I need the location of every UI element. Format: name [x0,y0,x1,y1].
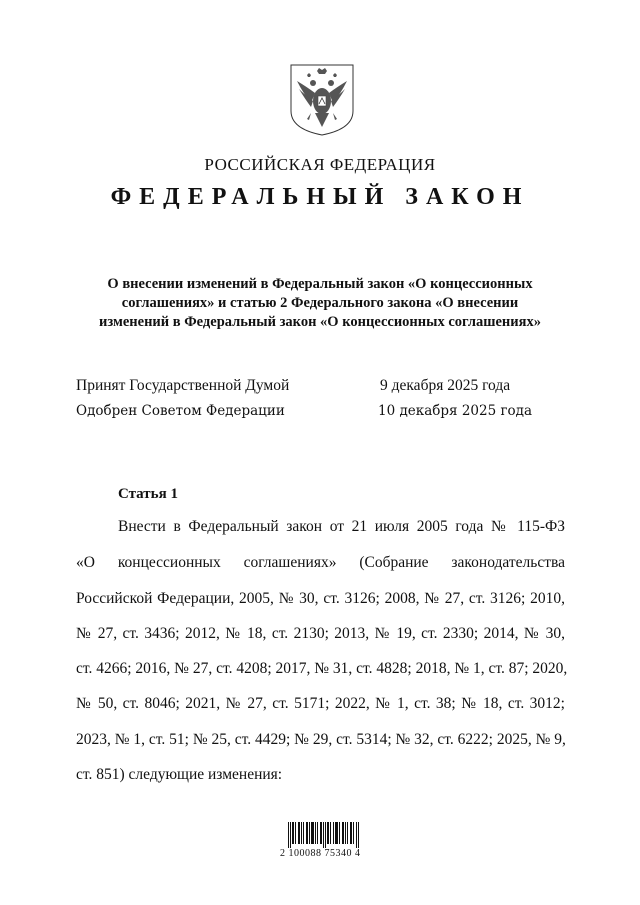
article-text-line: Российской Федерации, 2005, № 30, ст. 3126; 2008, № 27, ст. 3126; 2010, [76,590,565,607]
law-title [80,275,560,332]
barcode-number: 2 100088 75340 4 [280,848,361,859]
article-text-line: «О концессионных соглашениях» (Собрание законодательства [76,554,565,571]
law-title-line-3: изменений в Федеральный закон «О концессионных соглашениях» [99,314,541,330]
coat-of-arms-emblem [289,63,355,137]
document-type: ФЕДЕРАЛЬНЫЙ ЗАКОН [110,184,530,210]
law-title-line-1: О внесении изменений в Федеральный закон «О концессионных [107,276,533,292]
adopted-date: 9 декабря 2025 года [380,377,511,394]
law-title-line-2: соглашениях» и статью 2 Федерального закона «О внесении [121,295,519,311]
article-text-line: ст. 4266; 2016, № 27, ст. 4208; 2017, № 31, ст. 4828; 2018, № 1, ст. 87; 2020, [76,660,568,677]
adopted-by-duma-label: Принят Государственной Думой [76,377,290,394]
country-name: РОССИЙСКАЯ ФЕДЕРАЦИЯ [204,155,436,174]
article-text-line: № 50, ст. 8046; 2021, № 27, ст. 5171; 2022, № 1, ст. 38; № 18, ст. 3012; [76,695,565,712]
approved-date: 10 декабря 2025 года [378,403,533,419]
article-text-line: ст. 851) следующие изменения: [76,766,283,783]
approved-by-council-label: Одобрен Советом Федерации [76,403,285,419]
article-text-line: № 27, ст. 3436; 2012, № 18, ст. 2130; 2013, № 19, ст. 2330; 2014, № 30, [76,625,565,642]
article-heading: Статья 1 [118,486,178,502]
barcode [288,822,360,848]
article-text-line: Внести в Федеральный закон от 21 июля 2005 года № 115-ФЗ [118,518,565,535]
article-text-line: 2023, № 1, ст. 51; № 25, ст. 4429; № 29, ст. 5314; № 32, ст. 6222; 2025, № 9, [76,731,566,748]
